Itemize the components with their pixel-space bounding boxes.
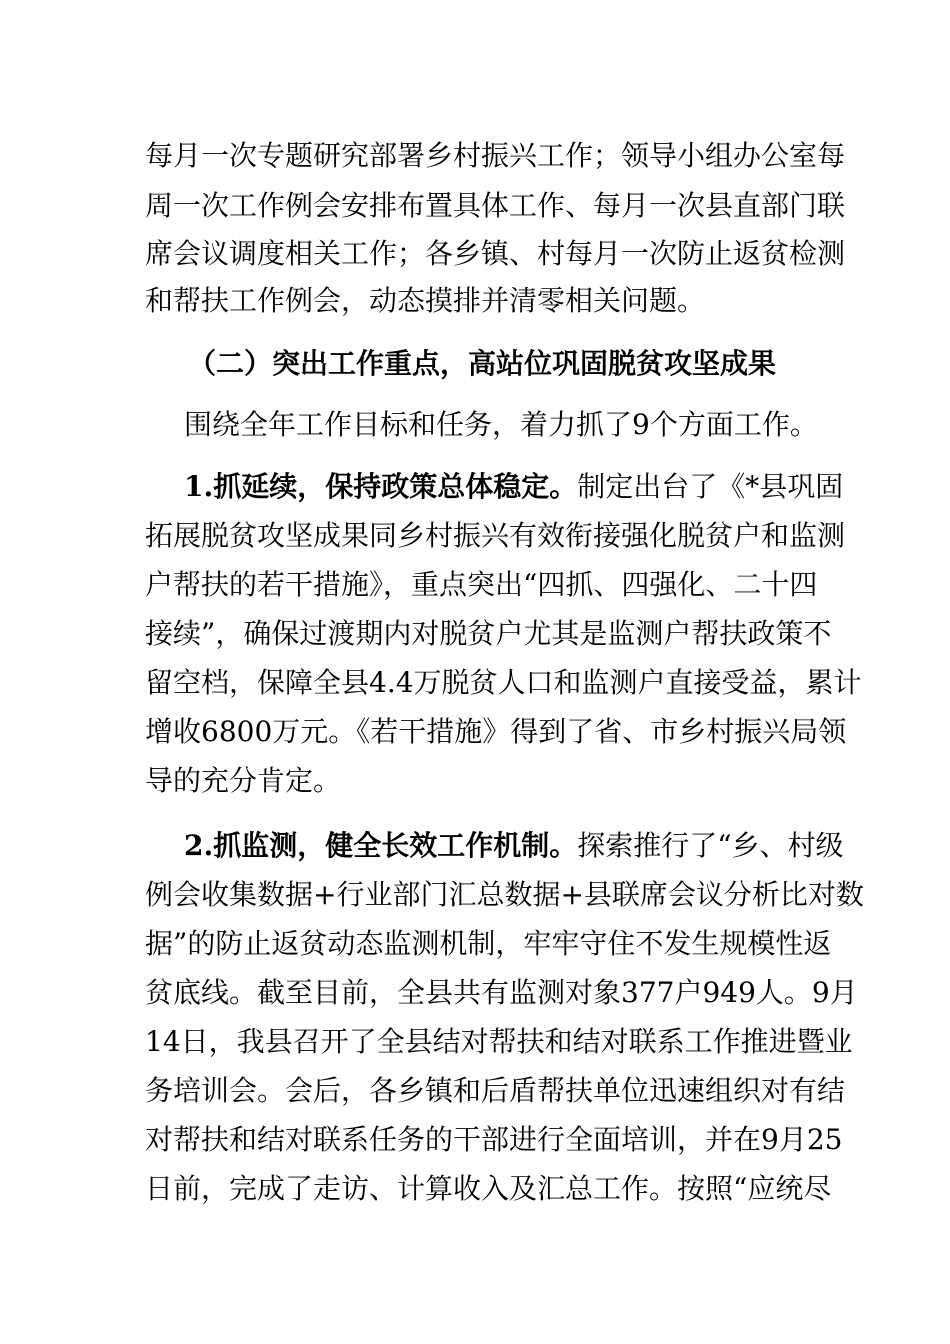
item-1-first-line bbox=[184, 470, 844, 503]
item-1-line-4: 接续”，确保过渡期内对脱贫户尤其是监测户帮扶政策不 bbox=[145, 617, 832, 650]
item-1-first-line-text: 制定出台了《*县巩固 bbox=[577, 470, 844, 503]
item-1-line-2: 拓展脱贫攻坚成果同乡村振兴有效衔接强化脱贫户和监测 bbox=[145, 519, 846, 552]
item-2-first-line bbox=[184, 829, 844, 862]
intro-paragraph: 围绕全年工作目标和任务，着力抓了9个方面工作。 bbox=[184, 408, 818, 441]
item-2-title: 2.抓监测，健全长效工作机制。 bbox=[184, 829, 578, 862]
item-2-line-7: 对帮扶和结对联系任务的干部进行全面培训，并在9月25 bbox=[145, 1123, 843, 1156]
paragraph-1-line-1: 每月一次专题研究部署乡村振兴工作；领导小组办公室每 bbox=[145, 139, 846, 172]
item-2-line-4: 贫底线。截至目前，全县共有监测对象377户949人。9月 bbox=[145, 976, 858, 1009]
section-heading: （二）突出工作重点，高站位巩固脱贫攻坚成果 bbox=[188, 347, 777, 380]
item-2-first-line-text: 探索推行了“乡、村级 bbox=[577, 829, 844, 862]
item-1-line-6: 增收6800万元。《若干措施》得到了省、市乡村振兴局领 bbox=[145, 715, 847, 748]
item-1-title: 1.抓延续，保持政策总体稳定。 bbox=[184, 470, 578, 503]
paragraph-1-line-2: 周一次工作例会安排布置具体工作、每月一次县直部门联 bbox=[145, 189, 846, 222]
item-2-line-3: 据”的防止返贫动态监测机制，牢牢守住不发生规模性返 bbox=[145, 927, 832, 960]
item-2-line-8: 日前，完成了走访、计算收入及汇总工作。按照“应统尽 bbox=[145, 1172, 832, 1205]
item-2-line-6: 务培训会。会后，各乡镇和后盾帮扶单位迅速组织对有结 bbox=[145, 1074, 846, 1107]
item-1-line-7: 导的充分肯定。 bbox=[145, 764, 342, 797]
paragraph-1-line-4: 和帮扶工作例会，动态摸排并清零相关问题。 bbox=[145, 284, 706, 317]
item-2-line-5: 14日，我县召开了全县结对帮扶和结对联系工作推进暨业 bbox=[145, 1025, 853, 1058]
paragraph-1-line-3: 席会议调度相关工作；各乡镇、村每月一次防止返贫检测 bbox=[145, 237, 846, 270]
item-2-line-2: 例会收集数据+行业部门汇总数据+县联席会议分析比对数 bbox=[145, 878, 864, 911]
item-1-line-3: 户帮扶的若干措施》，重点突出“四抓、四强化、二十四 bbox=[145, 568, 818, 601]
item-1-line-5: 留空档，保障全县4.4万脱贫人口和监测户直接受益，累计 bbox=[145, 666, 862, 699]
